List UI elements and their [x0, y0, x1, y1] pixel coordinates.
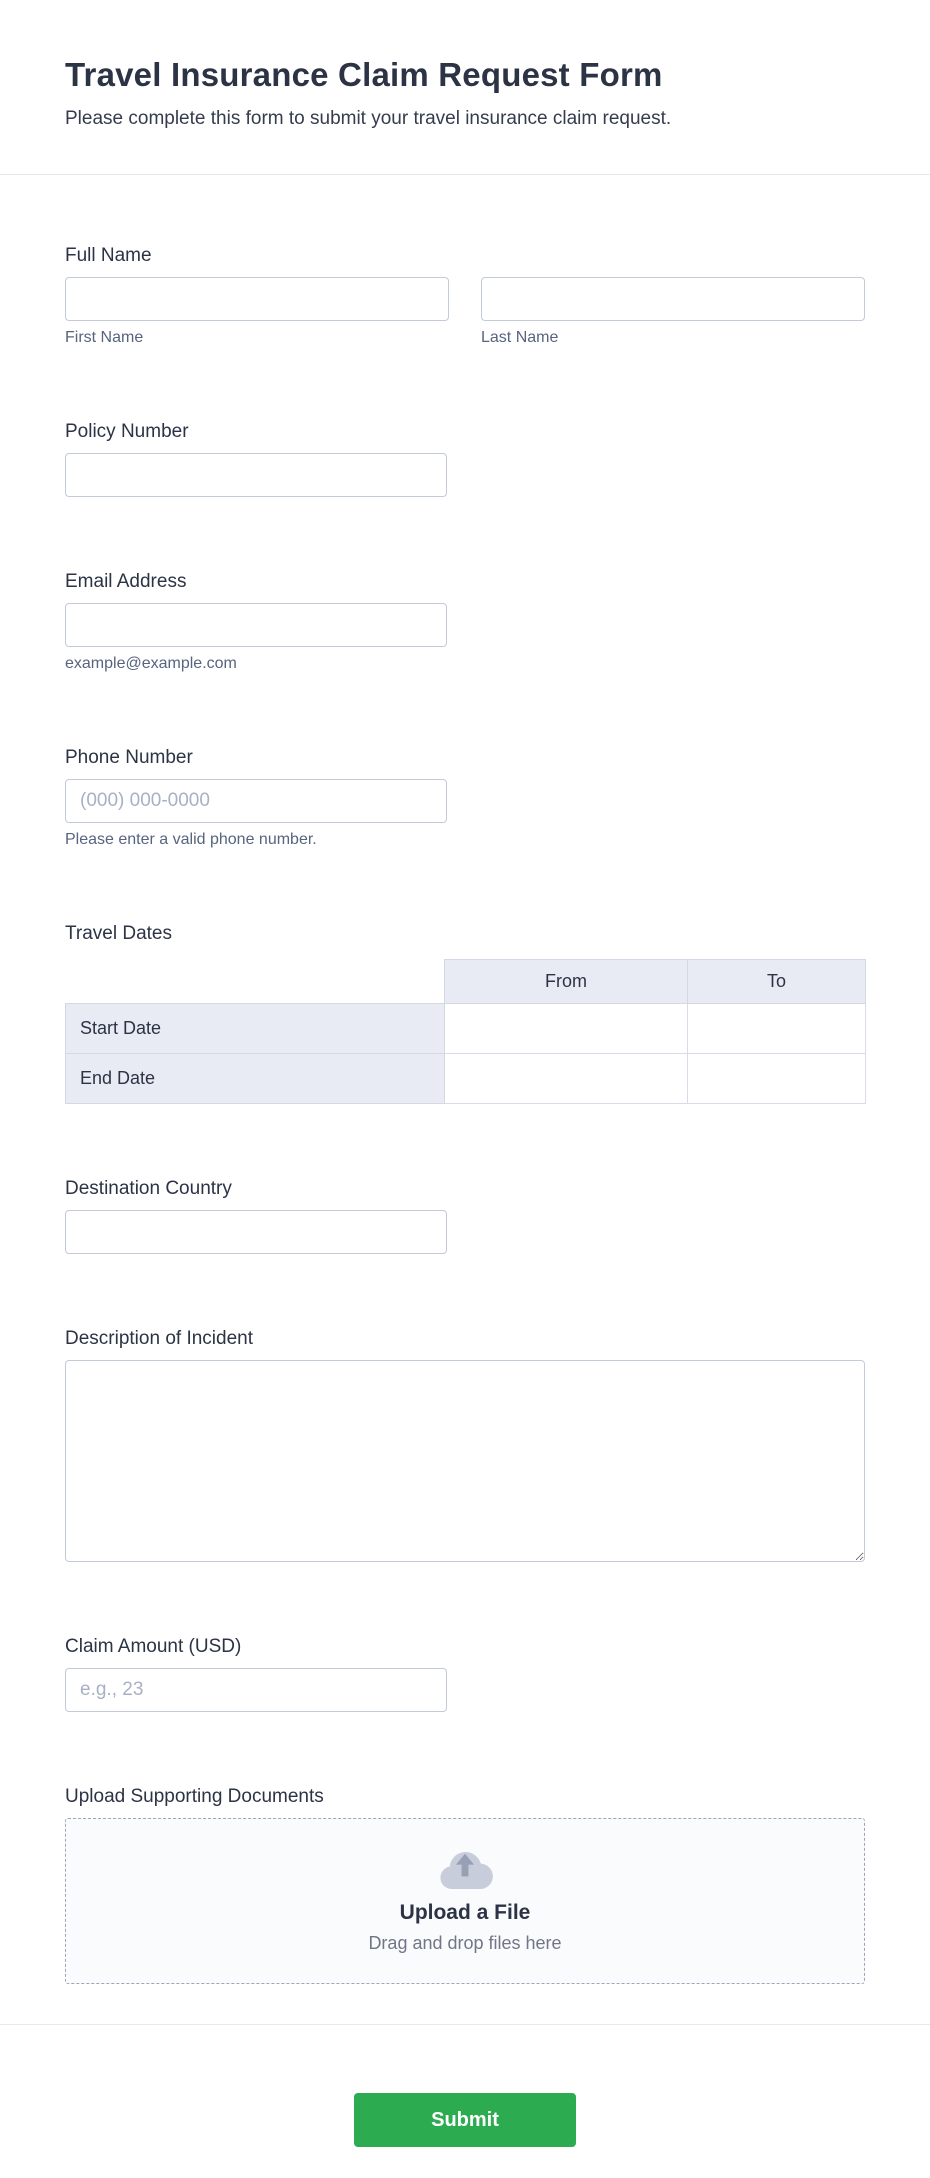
policy-number-label: Policy Number	[65, 421, 189, 442]
description-textarea[interactable]	[65, 1360, 865, 1562]
row-label-start-date: Start Date	[66, 1004, 445, 1054]
end-date-from-cell[interactable]	[445, 1054, 688, 1104]
claim-amount-input[interactable]	[65, 1668, 447, 1712]
file-upload-dropzone[interactable]	[65, 1818, 865, 1984]
table-col-from: From	[445, 960, 688, 1004]
page-title: Travel Insurance Claim Request Form	[65, 56, 663, 93]
field-policy-number	[65, 421, 865, 497]
first-name-subfield	[65, 277, 449, 347]
full-name-label: Full Name	[65, 245, 152, 266]
field-email	[65, 571, 865, 673]
destination-input[interactable]	[65, 1210, 447, 1254]
email-label: Email Address	[65, 571, 187, 592]
full-name-row	[65, 277, 865, 347]
last-name-input[interactable]	[481, 277, 865, 321]
phone-sublabel: Please enter a valid phone number.	[65, 831, 317, 848]
table-header-row	[66, 960, 866, 1004]
claim-amount-label: Claim Amount (USD)	[65, 1636, 242, 1657]
first-name-input[interactable]	[65, 277, 449, 321]
field-travel-dates	[65, 923, 865, 1104]
phone-label: Phone Number	[65, 747, 193, 768]
first-name-sublabel: First Name	[65, 329, 144, 346]
start-date-to-cell[interactable]	[688, 1004, 866, 1054]
phone-input[interactable]	[65, 779, 447, 823]
field-description	[65, 1328, 865, 1562]
field-claim-amount	[65, 1636, 865, 1712]
page-subtitle: Please complete this form to submit your travel insurance claim request.	[65, 108, 672, 129]
table-row-start-date	[66, 1004, 866, 1054]
form-header	[0, 0, 930, 174]
field-full-name	[65, 245, 865, 347]
email-input[interactable]	[65, 603, 447, 647]
field-phone	[65, 747, 865, 849]
upload-hint: Drag and drop files here	[368, 1932, 562, 1953]
row-label-end-date: End Date	[66, 1054, 445, 1104]
form-body	[0, 175, 930, 1984]
last-name-subfield	[481, 277, 865, 347]
start-date-from-cell[interactable]	[445, 1004, 688, 1054]
table-row-end-date	[66, 1054, 866, 1104]
upload-label: Upload Supporting Documents	[65, 1786, 324, 1807]
table-col-to: To	[688, 960, 866, 1004]
travel-dates-table	[65, 959, 866, 1104]
field-upload	[65, 1786, 865, 1984]
destination-label: Destination Country	[65, 1178, 232, 1199]
submit-button[interactable]: Submit	[354, 2093, 576, 2147]
end-date-to-cell[interactable]	[688, 1054, 866, 1104]
policy-number-input[interactable]	[65, 453, 447, 497]
last-name-sublabel: Last Name	[481, 329, 559, 346]
description-label: Description of Incident	[65, 1328, 253, 1349]
table-corner-cell	[66, 960, 445, 1004]
upload-title: Upload a File	[399, 1900, 531, 1924]
travel-dates-label: Travel Dates	[65, 923, 172, 944]
submit-row	[0, 2025, 930, 2163]
cloud-upload-icon	[436, 1849, 494, 1891]
field-destination	[65, 1178, 865, 1254]
email-sublabel: example@example.com	[65, 655, 237, 672]
